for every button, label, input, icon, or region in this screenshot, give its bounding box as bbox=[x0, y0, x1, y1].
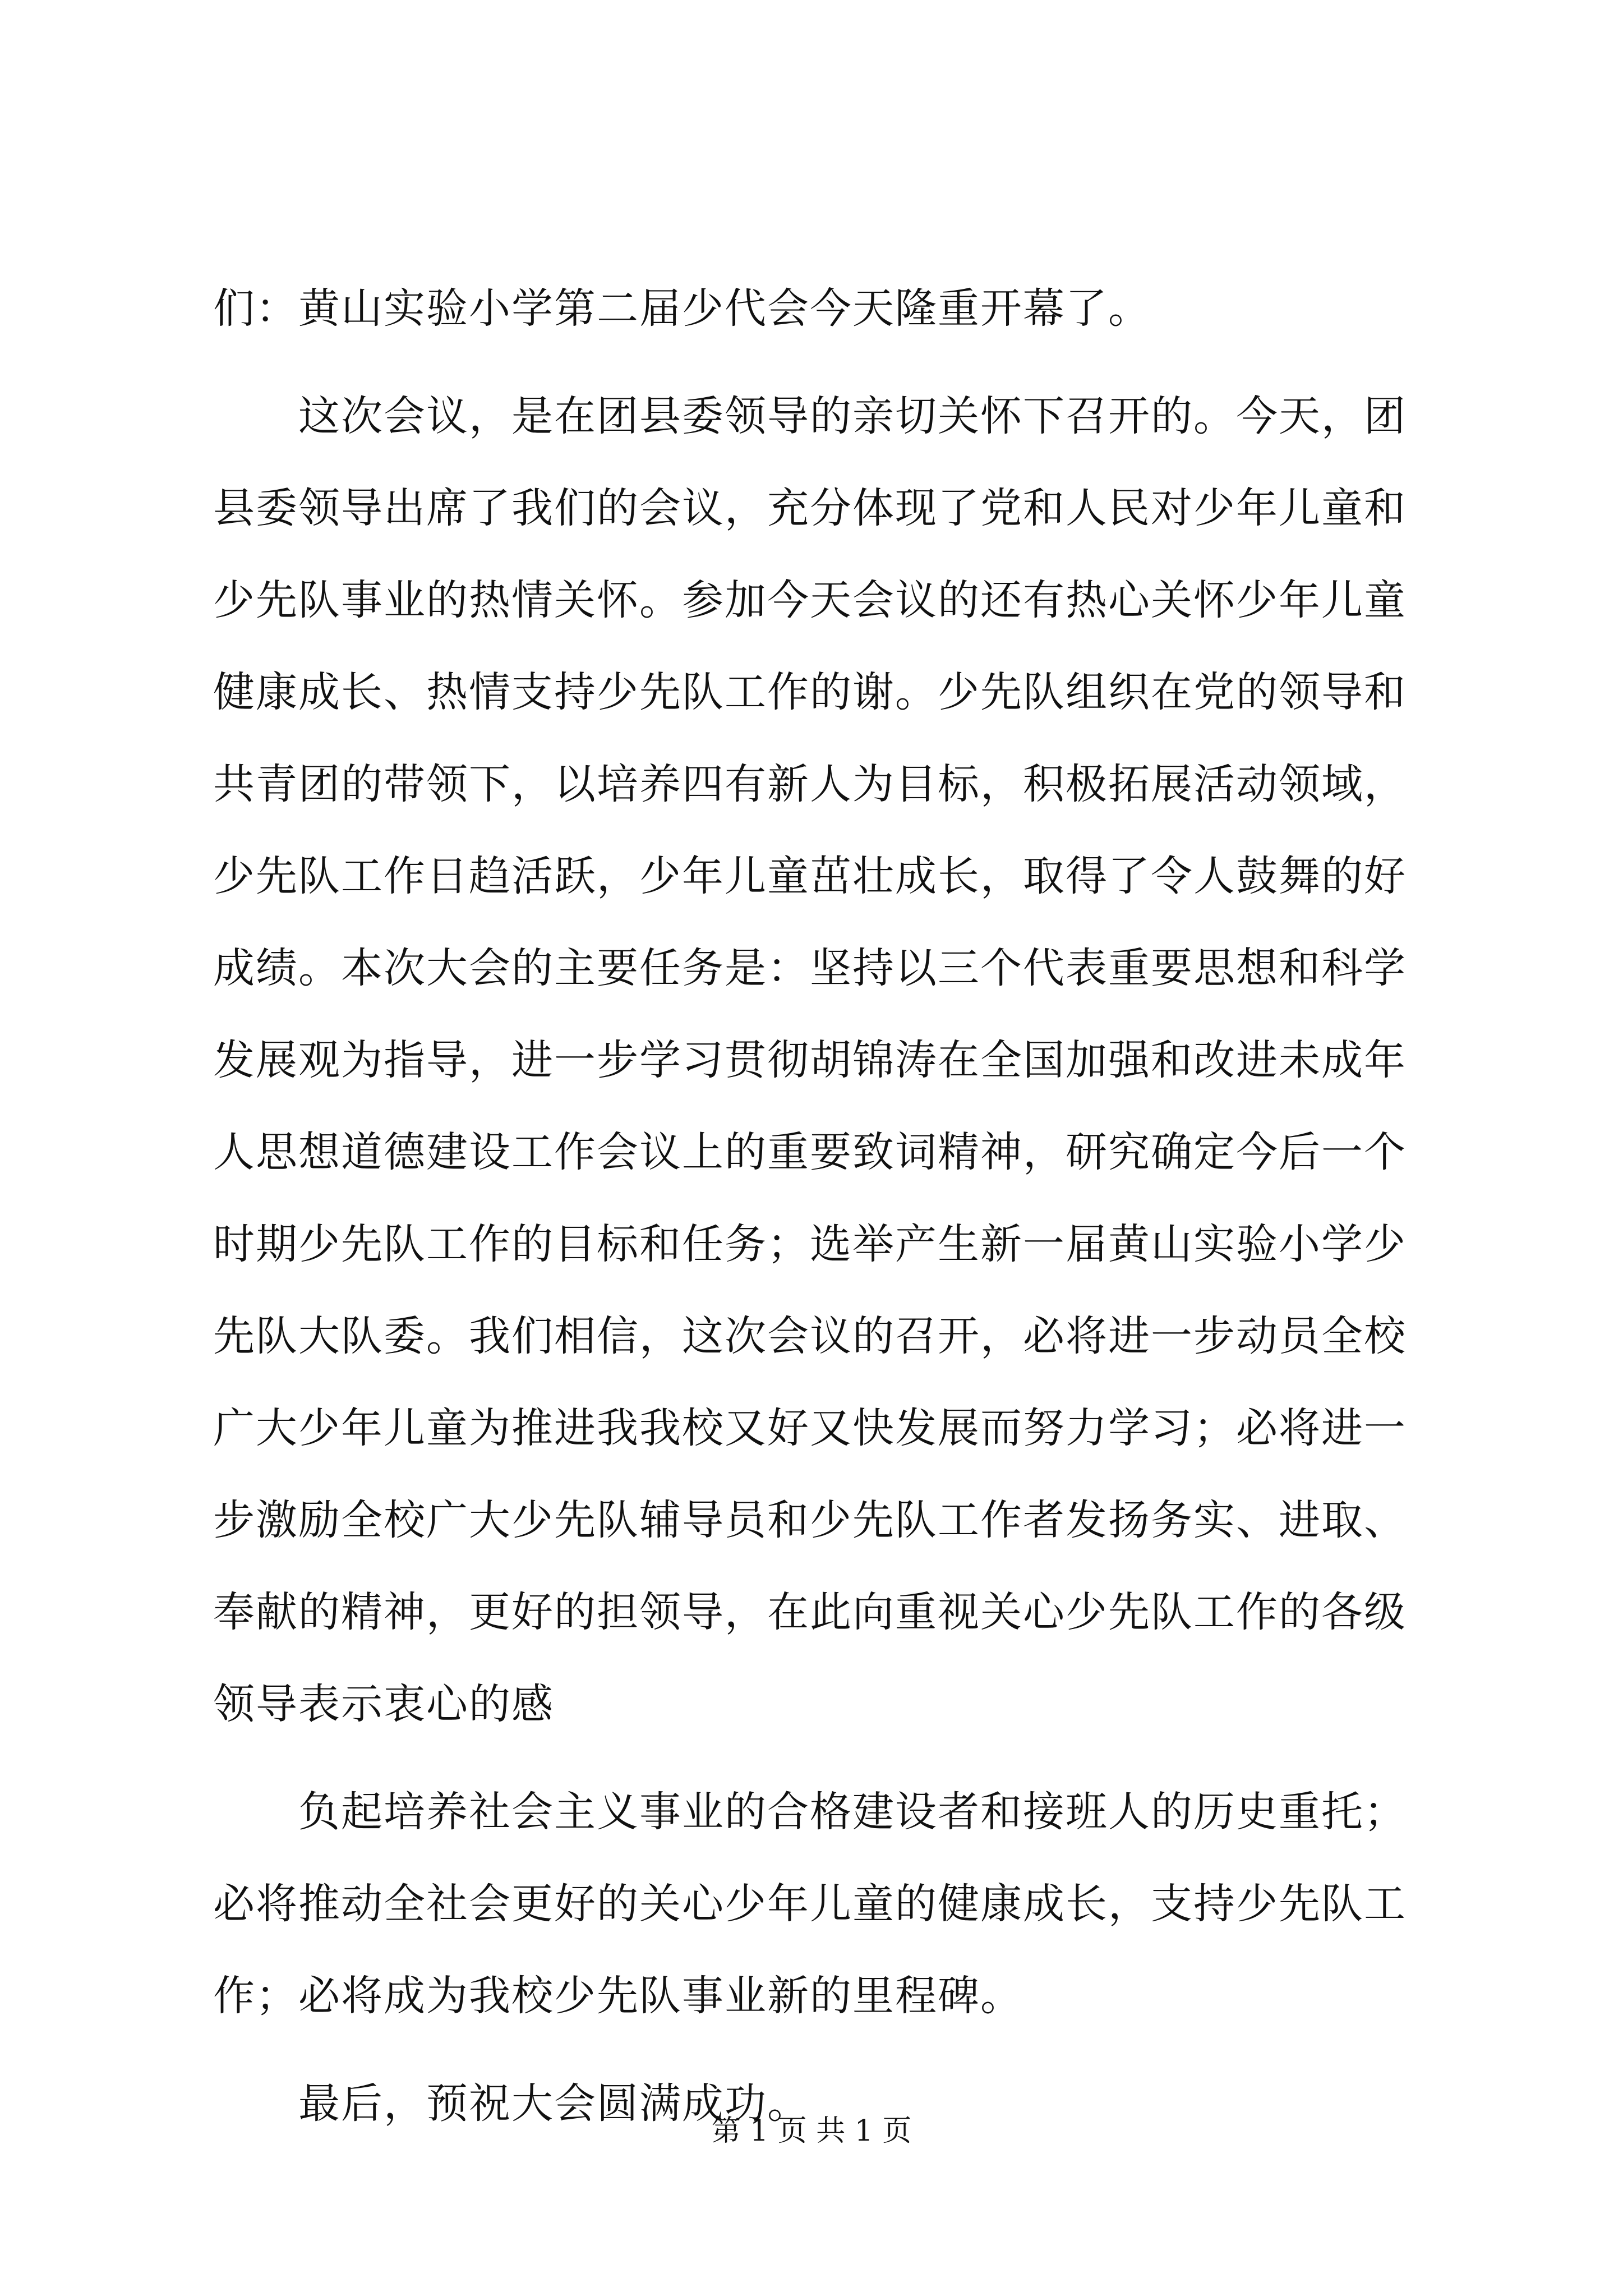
text-line: 共青团的带领下，以培养四有新人为目标，积极拓展活动领域， bbox=[213, 760, 1407, 808]
text-line: 少先队工作日趋活跃，少年儿童茁壮成长，取得了令人鼓舞的好 bbox=[213, 852, 1407, 900]
text-line: 步激励全校广大少先队辅导员和少先队工作者发扬务实、进取、 bbox=[213, 1496, 1407, 1544]
document-body bbox=[213, 263, 1419, 2150]
text-line: 广大少年儿童为推进我我校又好又快发展而努力学习；必将进一 bbox=[213, 1404, 1407, 1452]
paragraph-gap bbox=[213, 1750, 1419, 1766]
text-line: 这次会议，是在团县委领导的亲切关怀下召开的。今天，团 bbox=[213, 392, 1407, 440]
text-line: 先队大队委。我们相信，这次会议的召开，必将进一步动员全校 bbox=[213, 1312, 1407, 1360]
text-line: 健康成长、热情支持少先队工作的谢。少先队组织在党的领导和 bbox=[213, 668, 1407, 716]
paragraph-gap bbox=[213, 355, 1419, 370]
page-number-label: 第 1 页 共 1 页 bbox=[711, 2114, 912, 2148]
paragraph-2 bbox=[213, 370, 1419, 1750]
paragraph-1 bbox=[213, 263, 1419, 355]
text-line: 最后，预祝大会圆满成功。 bbox=[213, 2079, 810, 2128]
text-line: 时期少先队工作的目标和任务；选举产生新一届黄山实验小学少 bbox=[213, 1220, 1407, 1268]
text-line: 奉献的精神，更好的担领导，在此向重视关心少先队工作的各级 bbox=[213, 1588, 1407, 1636]
text-line: 必将推动全社会更好的关心少年儿童的健康成长，支持少先队工 bbox=[213, 1880, 1407, 1928]
text-line: 县委领导出席了我们的会议，充分体现了党和人民对少年儿童和 bbox=[213, 484, 1407, 532]
text-line: 少先队事业的热情关怀。参加今天会议的还有热心关怀少年儿童 bbox=[213, 576, 1407, 624]
paragraph-gap bbox=[213, 2042, 1419, 2058]
page-footer bbox=[0, 2111, 1623, 2151]
text-line: 人思想道德建设工作会议上的重要致词精神，研究确定今后一个 bbox=[213, 1128, 1407, 1176]
text-line: 负起培养社会主义事业的合格建设者和接班人的历史重托； bbox=[213, 1788, 1407, 1836]
text-line: 作；必将成为我校少先队事业新的里程碑。 bbox=[213, 1972, 1023, 2020]
text-line: 成绩。本次大会的主要任务是：坚持以三个代表重要思想和科学 bbox=[213, 944, 1407, 992]
text-line: 发展观为指导，进一步学习贯彻胡锦涛在全国加强和改进未成年 bbox=[213, 1036, 1407, 1084]
paragraph-3 bbox=[213, 1766, 1419, 2042]
text-line: 领导表示衷心的感 bbox=[213, 1680, 554, 1728]
text-line: 们：黄山实验小学第二届少代会今天隆重开幕了。 bbox=[213, 284, 1151, 333]
